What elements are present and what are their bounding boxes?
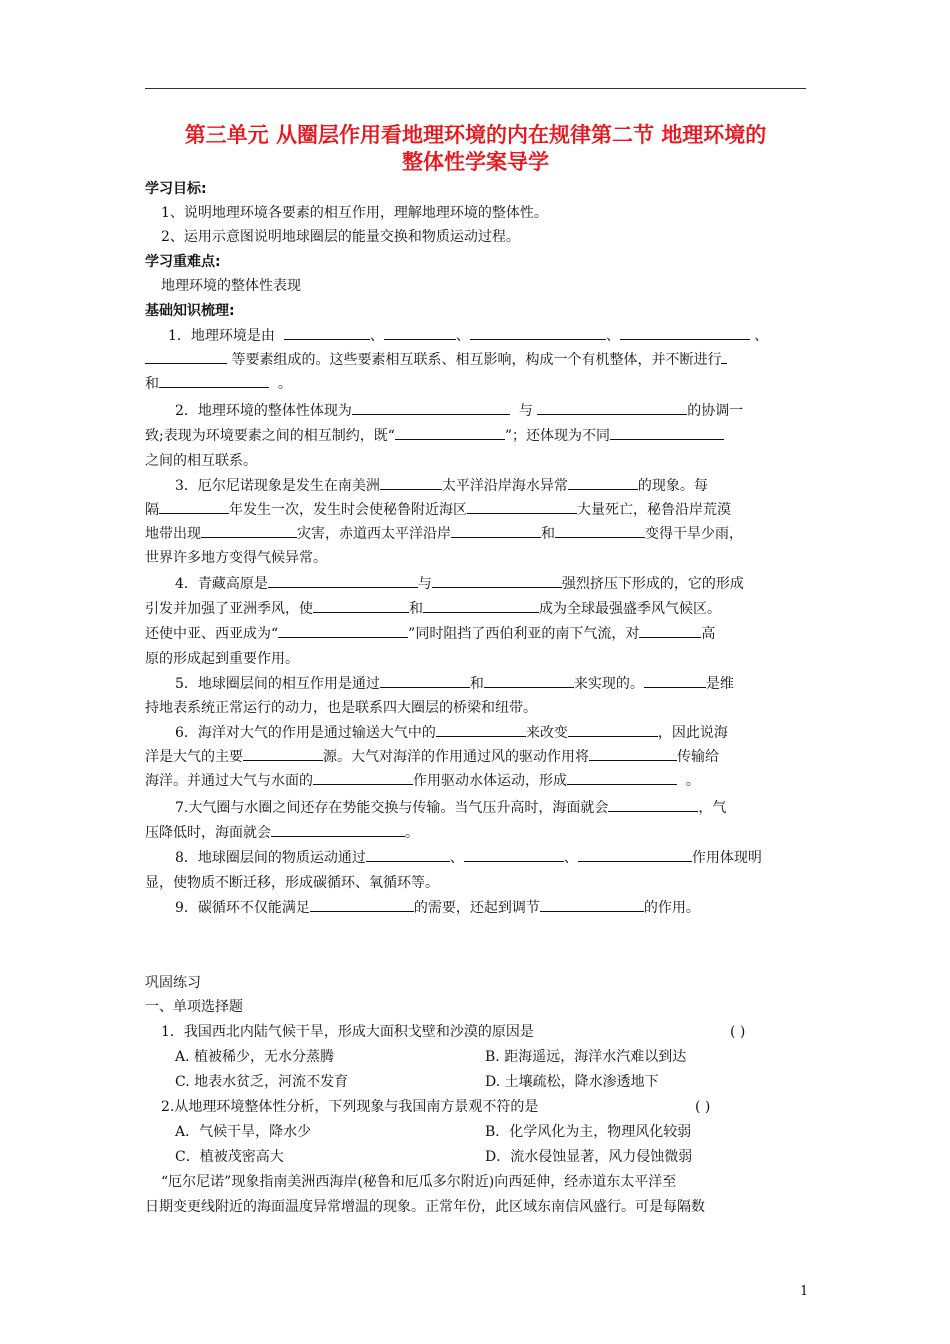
blank[interactable] xyxy=(568,723,658,737)
q1-line3: 和 。 xyxy=(145,376,292,392)
blank[interactable] xyxy=(644,674,706,688)
q6-line3: 海洋。并通过大气与水面的 作用驱动水体运动，形成 。 xyxy=(145,773,700,789)
blank[interactable] xyxy=(313,771,413,785)
mc1-stem: 1．我国西北内陆气候干旱，形成大面积戈壁和沙漠的原因是 xyxy=(161,1024,534,1040)
mc2-option-b[interactable]: B．化学风化为主，物理风化较弱 xyxy=(485,1124,692,1140)
q3-line4: 世界许多地方变得气候异常。 xyxy=(145,550,327,566)
q2-line3: 之间的相互联系。 xyxy=(145,453,257,469)
blank[interactable] xyxy=(589,747,677,761)
keypoints-text: 地理环境的整体性表现 xyxy=(161,278,301,294)
q1-line1: 1．地理环境是由 、 、 、 、 xyxy=(168,328,769,344)
q3-line2: 隔 年发生一次，发生时会使秘鲁附近海区 大量死亡，秘鲁沿岸荒漠 xyxy=(145,502,731,518)
blank[interactable] xyxy=(395,426,505,440)
blank[interactable] xyxy=(423,599,539,613)
q9-line1: 9．碳循环不仅能满足 的需要，还起到调节 的作用。 xyxy=(175,900,700,916)
q8-line1: 8．地球圈层间的物质运动通过 、 、 作用体现明 xyxy=(175,850,762,866)
q4-line4: 原的形成起到重要作用。 xyxy=(145,651,299,667)
blank[interactable] xyxy=(268,574,418,588)
mc1-option-b[interactable]: B. 距海遥远，海洋水汽难以到达 xyxy=(485,1049,687,1065)
q8-line2: 显，使物质不断迁移，形成碳循环、氧循环等。 xyxy=(145,875,439,891)
q7-line2: 压降低时，海面就会 。 xyxy=(145,825,419,841)
blank[interactable] xyxy=(310,898,414,912)
blank[interactable] xyxy=(432,574,562,588)
blank[interactable] xyxy=(352,401,510,415)
q2-line1: 2．地理环境的整体性体现为 与 的协调一 xyxy=(175,403,744,419)
blank[interactable] xyxy=(384,326,456,340)
blank[interactable] xyxy=(464,848,564,862)
q1-line2: 等要素组成的。这些要素相互联系、相互影响，构成一个有机整体，并不断进行 xyxy=(145,349,815,371)
q5-line2: 持地表系统正常运行的动力，也是联系四大圈层的桥梁和纽带。 xyxy=(145,700,537,716)
blank[interactable] xyxy=(380,476,442,490)
blank[interactable] xyxy=(568,476,638,490)
mc2-option-d[interactable]: D．流水侵蚀显著，风力侵蚀微弱 xyxy=(485,1149,693,1165)
q5-line1: 5．地球圈层间的相互作用是通过 和 来实现的。 是维 xyxy=(175,676,734,692)
mc1-answer-paren[interactable]: ( ) xyxy=(730,1024,746,1040)
objective-2: 2、运用示意图说明地球圈层的能量交换和物质运动过程。 xyxy=(161,229,520,245)
blank[interactable] xyxy=(484,674,574,688)
keypoints-heading: 学习重难点: xyxy=(145,254,221,270)
header-rule xyxy=(145,88,806,89)
q6-line1: 6．海洋对大气的作用是通过输送大气中的 来改变 ，因此说海 xyxy=(175,725,728,741)
passage-line2: 日期变更线附近的海面温度异常增温的现象。正常年份，此区域东南信风盛行。可是每隔数 xyxy=(145,1199,705,1215)
blank[interactable] xyxy=(639,624,701,638)
blank[interactable] xyxy=(145,350,227,364)
q4-line1: 4．青藏高原是 与 强烈挤压下形成的，它的形成 xyxy=(175,576,744,592)
blank[interactable] xyxy=(620,326,750,340)
q2-line2: 致;表现为环境要素之间的相互制约，既“ ”；还体现为不同 xyxy=(145,425,815,447)
blank[interactable] xyxy=(313,599,409,613)
blank[interactable] xyxy=(537,401,687,415)
blank[interactable] xyxy=(608,798,698,812)
blank[interactable] xyxy=(451,524,541,538)
blank[interactable] xyxy=(201,524,297,538)
mc1-option-d[interactable]: D. 土壤疏松，降水渗透地下 xyxy=(485,1074,659,1090)
blank[interactable] xyxy=(380,674,470,688)
objectives-heading: 学习目标: xyxy=(145,181,207,197)
mc2-answer-paren[interactable]: ( ) xyxy=(695,1099,711,1115)
mc1-option-c[interactable]: C. 地表水贫乏，河流不发育 xyxy=(175,1074,349,1090)
blank[interactable] xyxy=(567,771,677,785)
blank[interactable] xyxy=(436,723,526,737)
blank[interactable] xyxy=(284,326,370,340)
blank[interactable] xyxy=(540,898,644,912)
blank[interactable] xyxy=(470,326,606,340)
blank[interactable] xyxy=(467,500,577,514)
mc1-option-a[interactable]: A. 植被稀少，无水分蒸腾 xyxy=(175,1049,335,1065)
blank[interactable] xyxy=(159,500,229,514)
blank[interactable] xyxy=(366,848,450,862)
mc2-stem: 2.从地理环境整体性分析，下列现象与我国南方景观不符的是 xyxy=(161,1099,539,1115)
practice-section1: 一、单项选择题 xyxy=(145,999,243,1015)
blank[interactable] xyxy=(555,524,645,538)
q3-line3: 地带出现 灾害，赤道西太平洋沿岸 和 变得干旱少雨， xyxy=(145,526,743,542)
mc2-option-a[interactable]: A．气候干旱，降水少 xyxy=(175,1124,312,1140)
document-title-line1: 第三单元 从圈层作用看地理环境的内在规律第二节 地理环境的 xyxy=(184,123,767,147)
practice-heading: 巩固练习 xyxy=(145,975,201,991)
basics-heading: 基础知识梳理: xyxy=(145,303,235,319)
blank[interactable] xyxy=(610,426,724,440)
blank[interactable] xyxy=(159,374,269,388)
q4-line3: 还使中亚、西亚成为“ ”同时阻挡了西伯利亚的南下气流，对 高 xyxy=(145,626,716,642)
document-title-line2: 整体性学案导学 xyxy=(402,150,549,174)
blank[interactable] xyxy=(721,350,727,364)
q3-line1: 3．厄尔尼诺现象是发生在南美洲 太平洋沿岸海水异常 的现象。每 xyxy=(175,478,708,494)
blank[interactable] xyxy=(578,848,692,862)
q4-line2: 引发并加强了亚洲季风，使 和 成为全球最强盛季风气候区。 xyxy=(145,601,721,617)
page-number: 1 xyxy=(800,1284,809,1299)
objective-1: 1、说明地理环境各要素的相互作用，理解地理环境的整体性。 xyxy=(161,205,548,221)
blank[interactable] xyxy=(271,823,405,837)
q7-line1: 7.大气圈与水圈之间还存在势能交换与传输。当气压升高时，海面就会 ，气 xyxy=(175,800,727,816)
blank[interactable] xyxy=(243,747,323,761)
q6-line2: 洋是大气的主要 源。大气对海洋的作用通过风的驱动作用将 传输给 xyxy=(145,749,719,765)
mc2-option-c[interactable]: C．植被茂密高大 xyxy=(175,1149,284,1165)
passage-line1: “厄尔尼诺”现象指南美洲西海岸(秘鲁和厄瓜多尔附近)向西延伸，经赤道东太平洋至 xyxy=(161,1174,677,1190)
blank[interactable] xyxy=(278,624,408,638)
